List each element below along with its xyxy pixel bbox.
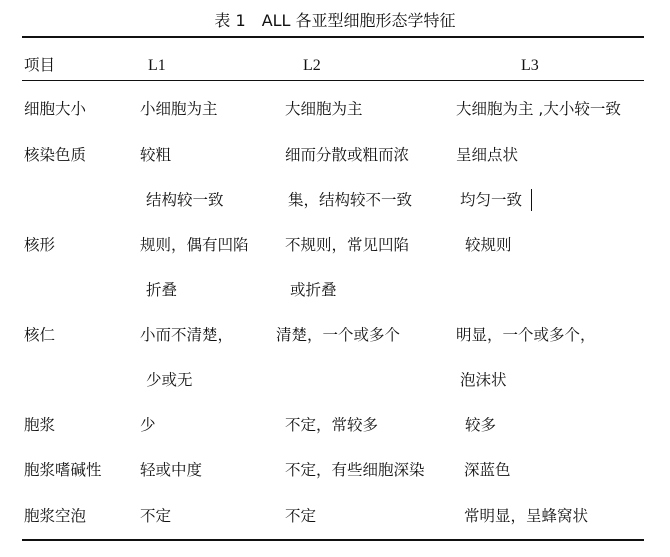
row-l2: 清楚，一个或多个 — [276, 326, 401, 344]
text-cursor — [531, 189, 532, 211]
row-l2: 不规则，常见凹陷 — [285, 236, 410, 254]
row-item: 胞浆嗜碱性 — [24, 461, 102, 479]
row-l3: 呈细点状 — [456, 146, 519, 164]
row-l3: 较多 — [465, 416, 497, 434]
row-l3: 均匀一致 — [460, 191, 523, 209]
header-item: 项目 — [24, 56, 56, 74]
row-l3: 大细胞为主 ,大小较一致 — [456, 100, 621, 118]
row-l2: 细而分散或粗而浓 — [285, 146, 410, 164]
row-item: 胞浆空泡 — [24, 507, 87, 525]
row-l1: 小细胞为主 — [140, 100, 218, 118]
row-l1: 少或无 — [146, 371, 193, 389]
row-l2: 不定 — [285, 507, 317, 525]
row-l2: 大细胞为主 — [285, 100, 363, 118]
row-l2: 不定，有些细胞深染 — [285, 461, 425, 479]
row-l1: 折叠 — [146, 281, 178, 299]
row-l1: 较粗 — [140, 146, 172, 164]
row-l3: 泡沫状 — [460, 371, 507, 389]
row-l3: 常明显，呈蜂窝状 — [464, 507, 589, 525]
row-l2: 或折叠 — [290, 281, 337, 299]
header-l2: L2 — [303, 57, 321, 74]
row-l3: 较规则 — [465, 236, 512, 254]
row-item: 核染色质 — [24, 146, 87, 164]
row-item: 胞浆 — [24, 416, 56, 434]
row-l3: 明显，一个或多个， — [456, 326, 596, 344]
row-item: 核形 — [24, 236, 56, 254]
header-l3: L3 — [521, 57, 539, 74]
header-l1: L1 — [148, 57, 166, 74]
row-l1: 小而不清楚， — [140, 326, 234, 344]
row-l1: 规则，偶有凹陷 — [140, 236, 249, 254]
row-l1: 轻或中度 — [140, 461, 203, 479]
header-rule — [22, 80, 644, 81]
row-l3: 深蓝色 — [464, 461, 511, 479]
row-l1: 不定 — [140, 507, 172, 525]
row-l2: 集，结构较不一致 — [288, 191, 413, 209]
top-rule — [22, 36, 644, 38]
row-item: 核仁 — [24, 326, 56, 344]
bottom-rule — [22, 539, 644, 541]
row-l2: 不定，常较多 — [285, 416, 379, 434]
row-l1: 少 — [140, 416, 156, 434]
row-l1: 结构较一致 — [146, 191, 224, 209]
table-caption: 表 1 ALL 各亚型细胞形态学特征 — [214, 11, 456, 30]
row-item: 细胞大小 — [24, 100, 87, 118]
